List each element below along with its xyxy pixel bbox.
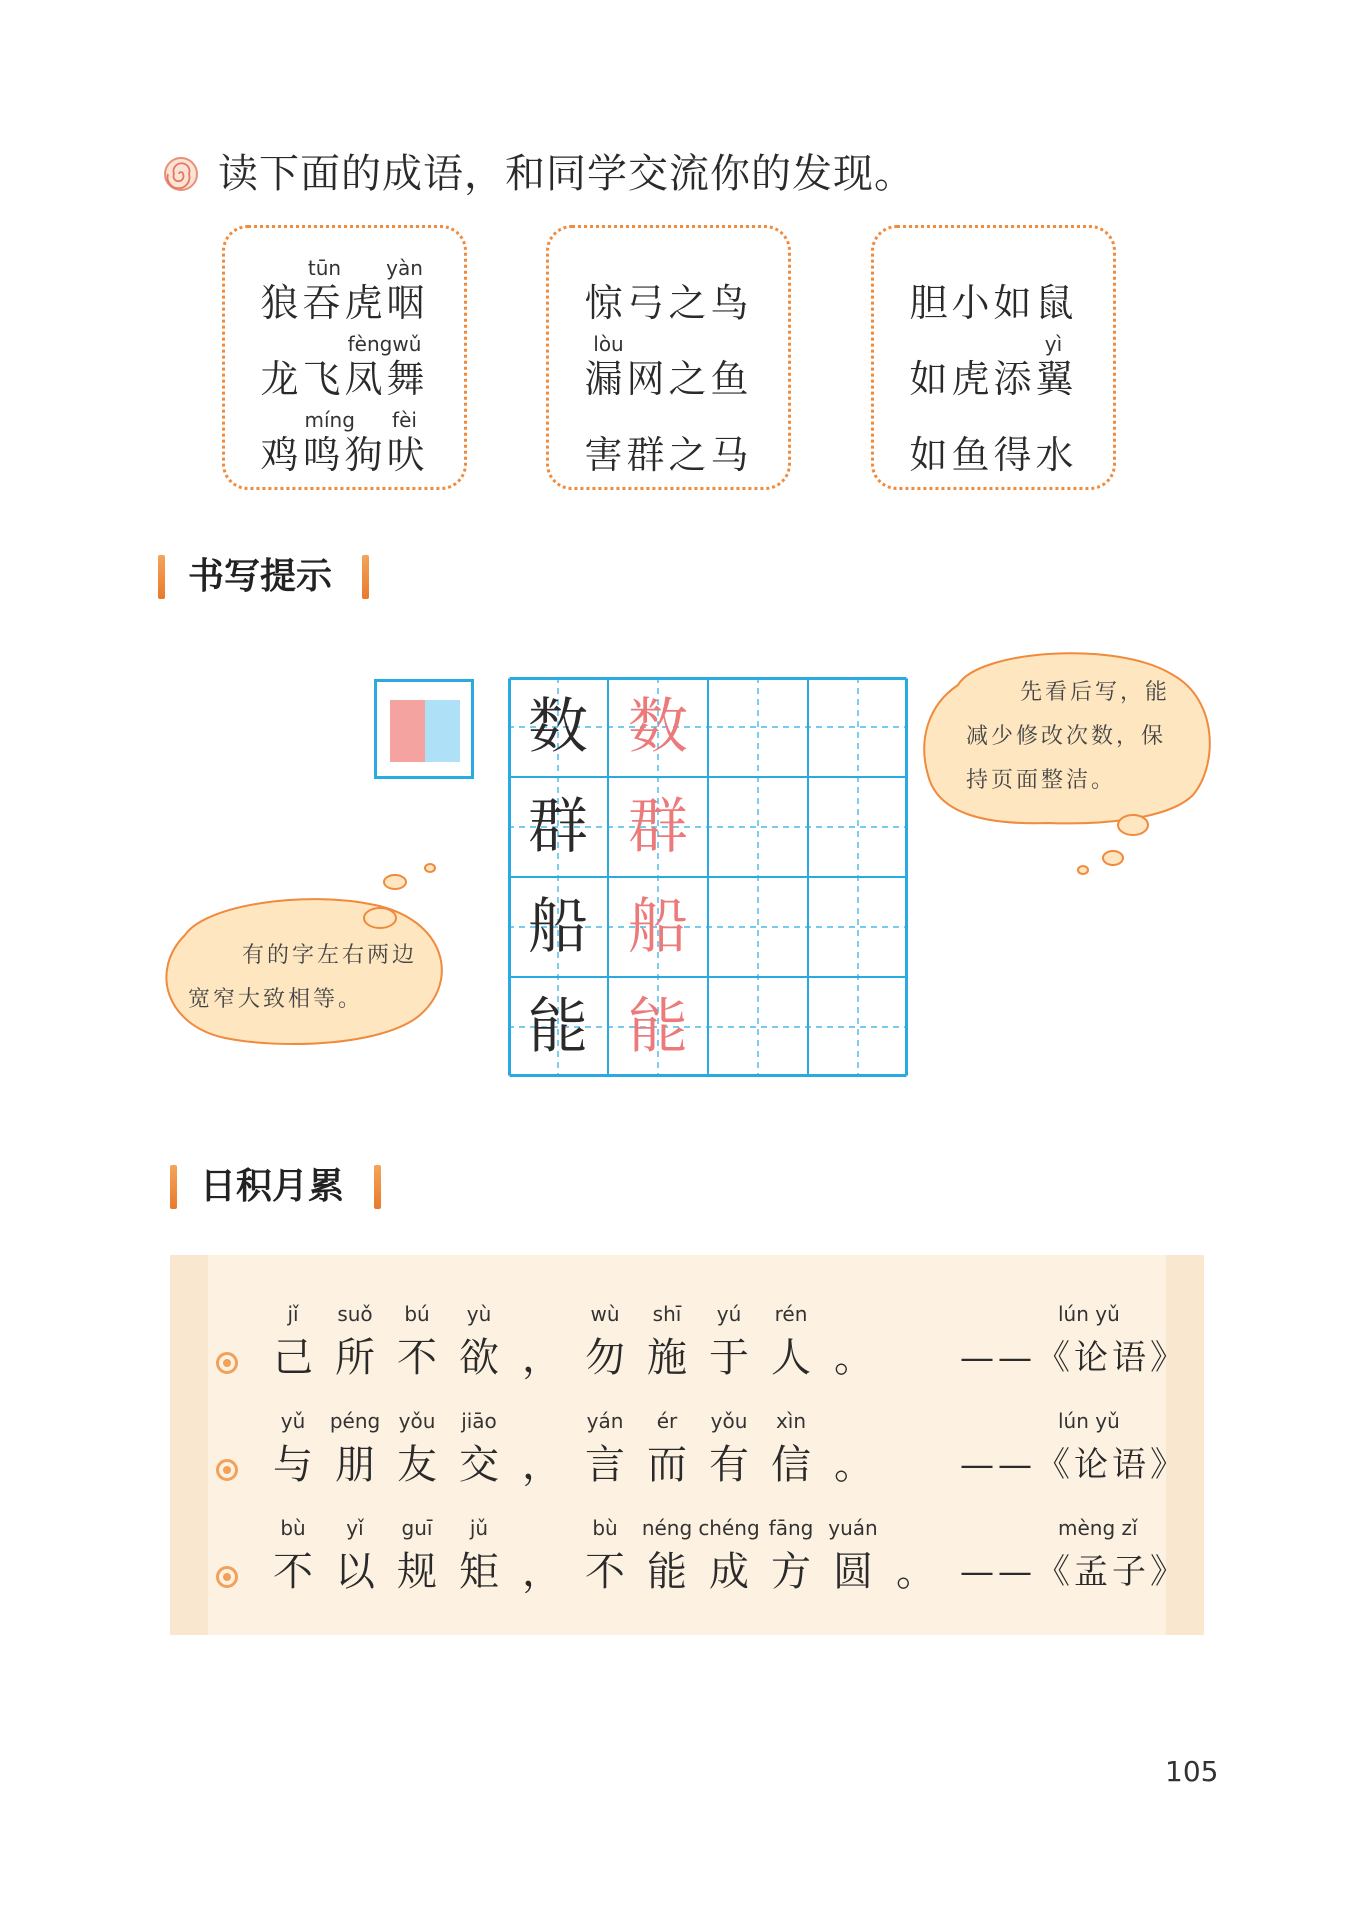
saying-row xyxy=(170,1290,1204,1395)
idiom-line xyxy=(549,266,788,325)
hanzi: 所 xyxy=(335,1335,375,1381)
pinyin: péng xyxy=(329,1409,381,1433)
heading-bar-left xyxy=(158,555,165,599)
practice-cell[interactable] xyxy=(808,977,908,1077)
model-character: 群 xyxy=(528,792,588,862)
pinyin: yú xyxy=(716,1302,742,1326)
hanzi: 不 xyxy=(397,1335,437,1381)
period: 。 xyxy=(834,1335,874,1381)
pinyin-annotation: yì xyxy=(1044,332,1063,356)
pinyin: yǔ xyxy=(280,1409,306,1433)
pinyin: yǐ xyxy=(346,1516,364,1540)
pinyin: jǔ xyxy=(469,1516,489,1540)
model-character: 数 xyxy=(528,692,588,762)
pinyin: jiāo xyxy=(461,1409,497,1433)
idiom-text: 如虎添翼 xyxy=(909,357,1078,401)
idiom-line xyxy=(225,408,464,477)
saying-row xyxy=(170,1504,1204,1609)
hanzi: 以 xyxy=(335,1549,375,1595)
idiom-text: 惊弓之鸟 xyxy=(584,281,753,325)
comma: ， xyxy=(522,1442,562,1488)
accumulation-heading xyxy=(170,1165,390,1213)
idiom-line xyxy=(874,418,1113,477)
pinyin: suǒ xyxy=(337,1302,373,1326)
comma: ， xyxy=(522,1335,562,1381)
tip-right-text xyxy=(966,671,1170,803)
hanzi: 施 xyxy=(647,1335,687,1381)
pinyin: bù xyxy=(280,1516,306,1540)
pinyin: ér xyxy=(656,1409,678,1433)
source-pinyin: mèng zǐ xyxy=(1058,1516,1138,1540)
hanzi: 能 xyxy=(647,1549,687,1595)
pinyin: néng xyxy=(641,1516,693,1540)
pinyin: chéng xyxy=(698,1516,760,1540)
practice-cell[interactable] xyxy=(808,677,908,777)
practice-cell[interactable] xyxy=(708,677,808,777)
hanzi: 勿 xyxy=(585,1335,625,1381)
trace-character: 群 xyxy=(628,792,688,862)
trace-character: 船 xyxy=(628,892,688,962)
hanzi: 不 xyxy=(273,1549,313,1595)
tip-right-line-2: 减少修改次数，保 xyxy=(966,724,1167,749)
pinyin-annotation: fèi xyxy=(392,408,417,432)
writing-tips-title: 书写提示 xyxy=(188,556,333,597)
practice-cell[interactable] xyxy=(808,777,908,877)
idiom-text: 胆小如鼠 xyxy=(909,281,1078,325)
period: 。 xyxy=(896,1549,936,1595)
exercise-title: 读下面的成语，和同学交流你的发现。 xyxy=(218,151,915,197)
trace-character: 能 xyxy=(628,992,688,1062)
idiom-box-3 xyxy=(871,225,1116,490)
heading-bar-right xyxy=(362,555,369,599)
idiom-text: 漏网之鱼 xyxy=(584,357,753,401)
hanzi: 而 xyxy=(647,1442,687,1488)
heading-bar-left xyxy=(170,1165,177,1209)
pinyin: xìn xyxy=(775,1409,807,1433)
circle-bullet-icon xyxy=(216,1352,238,1374)
hanzi: 友 xyxy=(397,1442,437,1488)
hanzi: 圆 xyxy=(833,1549,873,1595)
spiral-bullet-icon xyxy=(163,156,199,192)
idiom-text: 鸡鸣狗吠 xyxy=(260,433,429,477)
idiom-box-1 xyxy=(222,225,467,490)
pinyin: bú xyxy=(404,1302,430,1326)
idiom-box-2 xyxy=(546,225,791,490)
idiom-line xyxy=(874,332,1113,401)
idiom-text: 龙飞凤舞 xyxy=(260,357,429,401)
hanzi: 成 xyxy=(709,1549,749,1595)
pinyin-annotation: lòu xyxy=(593,332,624,356)
pinyin: yán xyxy=(586,1409,624,1433)
writing-tips-heading xyxy=(158,555,378,603)
idiom-line xyxy=(549,418,788,477)
pinyin: shī xyxy=(652,1302,682,1326)
hanzi: 欲 xyxy=(459,1335,499,1381)
trace-character: 数 xyxy=(628,692,688,762)
idiom-line xyxy=(225,332,464,401)
hanzi: 朋 xyxy=(335,1442,375,1488)
accumulation-title: 日积月累 xyxy=(200,1166,345,1207)
period: 。 xyxy=(834,1442,874,1488)
hanzi: 己 xyxy=(273,1335,313,1381)
hanzi: 与 xyxy=(273,1442,313,1488)
hanzi: 规 xyxy=(397,1549,437,1595)
comma: ， xyxy=(522,1549,562,1595)
saying-row xyxy=(170,1397,1204,1502)
pinyin: yù xyxy=(466,1302,492,1326)
practice-cell[interactable] xyxy=(708,877,808,977)
pinyin: yǒu xyxy=(710,1409,748,1433)
tip-left-text xyxy=(188,934,417,1022)
pinyin: bù xyxy=(592,1516,618,1540)
pinyin: yǒu xyxy=(398,1409,436,1433)
hanzi: 不 xyxy=(585,1549,625,1595)
model-character: 船 xyxy=(528,892,588,962)
pinyin: guī xyxy=(401,1516,433,1540)
pinyin: yuán xyxy=(828,1516,878,1540)
hanzi: 有 xyxy=(709,1442,749,1488)
hanzi: 交 xyxy=(459,1442,499,1488)
pinyin: jǐ xyxy=(287,1302,299,1326)
heading-bar-right xyxy=(374,1165,381,1209)
circle-bullet-icon xyxy=(216,1566,238,1588)
tip-right-line-3: 持页面整洁。 xyxy=(966,768,1117,793)
source-pinyin: lún yǔ xyxy=(1058,1409,1120,1433)
idiom-text: 狼吞虎咽 xyxy=(260,281,429,325)
hanzi: 人 xyxy=(771,1335,811,1381)
pinyin-annotation: yàn xyxy=(386,256,423,280)
hanzi: 言 xyxy=(585,1442,625,1488)
tip-left-line-2: 宽窄大致相等。 xyxy=(188,987,364,1012)
source-attribution: ——《论语》 xyxy=(960,1338,1188,1378)
stroke-order-icon xyxy=(374,679,474,779)
source-pinyin: lún yǔ xyxy=(1058,1302,1120,1326)
hanzi: 信 xyxy=(771,1442,811,1488)
sentence-list xyxy=(170,1290,1204,1620)
model-character: 能 xyxy=(528,992,588,1062)
hanzi: 于 xyxy=(709,1335,749,1381)
circle-bullet-icon xyxy=(216,1459,238,1481)
idiom-text: 害群之马 xyxy=(584,433,753,477)
idiom-text: 如鱼得水 xyxy=(909,433,1078,477)
source-attribution: ——《孟子》 xyxy=(960,1552,1188,1592)
pinyin: rén xyxy=(774,1302,808,1326)
pinyin-annotation: tūn xyxy=(307,256,342,280)
page-number: 105 xyxy=(1165,1755,1219,1788)
idiom-line xyxy=(225,256,464,325)
source-attribution: ——《论语》 xyxy=(960,1445,1188,1485)
practice-cell[interactable] xyxy=(808,877,908,977)
practice-cell[interactable] xyxy=(708,777,808,877)
idiom-line xyxy=(874,266,1113,325)
pinyin-annotation: fèngwǔ xyxy=(347,332,422,356)
tip-left-line-1: 有的字左右两边 xyxy=(242,943,418,968)
tip-right-line-1: 先看后写，能 xyxy=(1020,680,1171,705)
hanzi: 矩 xyxy=(459,1549,499,1595)
writing-grid xyxy=(508,677,908,1077)
practice-cell[interactable] xyxy=(708,977,808,1077)
idiom-line xyxy=(549,332,788,401)
pinyin-annotation: míng xyxy=(304,408,355,432)
pinyin: fāng xyxy=(768,1516,814,1540)
hanzi: 方 xyxy=(771,1549,811,1595)
pinyin: wù xyxy=(590,1302,620,1326)
